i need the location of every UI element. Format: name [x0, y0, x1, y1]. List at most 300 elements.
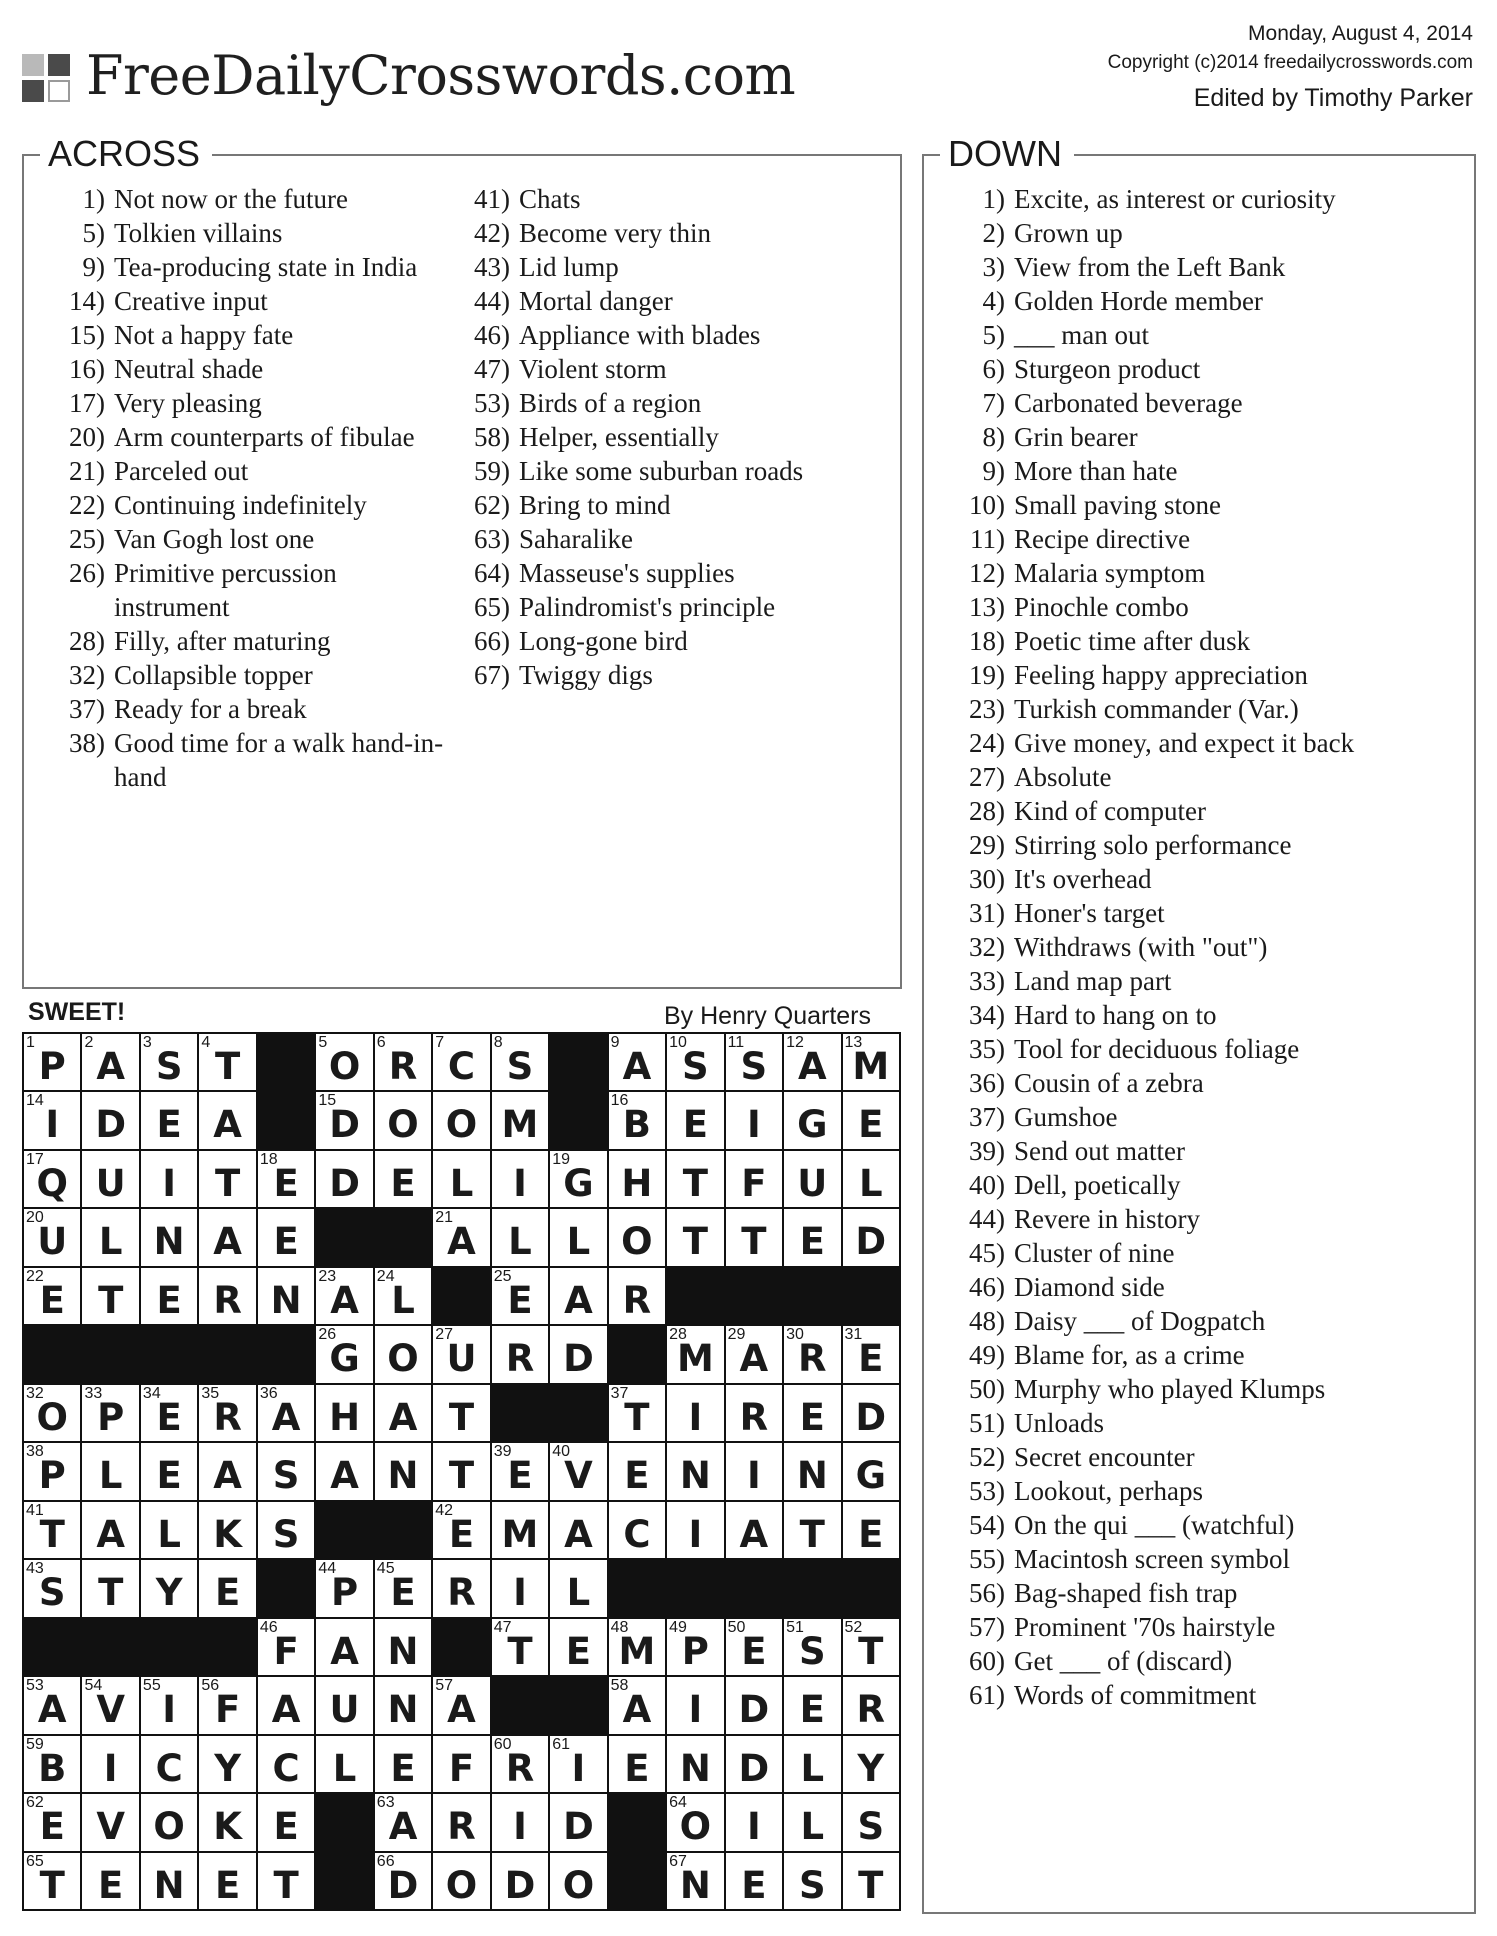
grid-cell[interactable] — [433, 1560, 489, 1616]
cell-number: 23 — [318, 1267, 337, 1285]
grid-cell[interactable] — [82, 1853, 138, 1909]
grid-cell[interactable] — [843, 1209, 899, 1265]
grid-cell[interactable] — [82, 1677, 138, 1733]
grid-cell[interactable] — [258, 1209, 314, 1265]
grid-cell[interactable] — [82, 1560, 138, 1616]
down-clue — [941, 250, 1466, 284]
grid-cell[interactable] — [375, 1385, 431, 1441]
clue-text: ___ man out — [1014, 320, 1149, 350]
grid-cell[interactable] — [141, 1092, 197, 1148]
grid-cell[interactable] — [82, 1794, 138, 1850]
logo-square — [48, 80, 70, 102]
cell-letter: R — [447, 1571, 476, 1615]
cell-number: 10 — [669, 1034, 687, 1051]
grid-cell[interactable] — [667, 1619, 723, 1675]
cell-letter: T — [98, 1278, 124, 1322]
clue-text: Excite, as interest or curiosity — [1014, 184, 1336, 214]
grid-cell[interactable] — [667, 1443, 723, 1499]
grid-cell[interactable] — [843, 1034, 899, 1090]
down-column — [941, 182, 1466, 1712]
grid-cell[interactable] — [141, 1502, 197, 1558]
grid-cell[interactable] — [375, 1034, 431, 1090]
grid-cell[interactable] — [199, 1209, 255, 1265]
cell-number: 4 — [201, 1034, 211, 1051]
grid-cell[interactable] — [375, 1560, 431, 1616]
grid-cell[interactable] — [667, 1502, 723, 1558]
grid-cell[interactable] — [492, 1794, 548, 1850]
grid-cell[interactable] — [843, 1385, 899, 1441]
clue-number: 28) — [69, 626, 105, 656]
clue-number: 32) — [69, 660, 105, 690]
cell-number: 14 — [26, 1092, 44, 1110]
across-clue — [41, 454, 453, 488]
clue-number: 19) — [969, 660, 1005, 690]
grid-cell[interactable] — [82, 1092, 138, 1148]
grid-cell[interactable] — [258, 1268, 314, 1324]
grid-cell[interactable] — [433, 1034, 489, 1090]
grid-cell[interactable] — [199, 1736, 255, 1792]
cell-letter: E — [858, 1512, 884, 1556]
clue-number: 31) — [969, 898, 1005, 928]
grid-cell[interactable] — [375, 1677, 431, 1733]
grid-cell[interactable] — [784, 1443, 840, 1499]
across-clue — [446, 624, 886, 658]
black-square — [199, 1619, 255, 1675]
grid-cell[interactable] — [843, 1326, 899, 1382]
grid-cell[interactable] — [316, 1092, 372, 1148]
grid-cell[interactable] — [82, 1268, 138, 1324]
down-clue — [941, 1304, 1466, 1338]
cell-letter: I — [688, 1395, 703, 1439]
grid-cell[interactable] — [492, 1151, 548, 1207]
grid-cell[interactable] — [667, 1034, 723, 1090]
grid-cell[interactable] — [726, 1385, 782, 1441]
grid-cell[interactable] — [726, 1092, 782, 1148]
grid-cell[interactable] — [316, 1385, 372, 1441]
grid-cell[interactable] — [784, 1502, 840, 1558]
clue-text: Withdraws (with "out") — [1014, 932, 1268, 962]
grid-cell[interactable] — [726, 1853, 782, 1909]
cell-letter: D — [855, 1220, 887, 1264]
cell-letter: S — [798, 1863, 826, 1907]
grid-cell[interactable] — [843, 1092, 899, 1148]
grid-cell[interactable] — [726, 1619, 782, 1675]
grid-cell[interactable] — [316, 1736, 372, 1792]
grid-cell[interactable] — [199, 1443, 255, 1499]
grid-cell[interactable] — [316, 1034, 372, 1090]
grid-cell[interactable] — [375, 1151, 431, 1207]
grid-cell[interactable] — [258, 1151, 314, 1207]
grid-cell[interactable] — [375, 1853, 431, 1909]
grid-cell[interactable] — [609, 1736, 665, 1792]
grid-cell[interactable] — [726, 1151, 782, 1207]
grid-cell[interactable] — [24, 1443, 80, 1499]
cell-letter: I — [103, 1746, 118, 1790]
clue-text: Helper, essentially — [519, 422, 719, 452]
cell-letter: O — [445, 1863, 478, 1907]
grid-cell[interactable] — [258, 1853, 314, 1909]
grid-cell[interactable] — [375, 1619, 431, 1675]
grid-cell[interactable] — [609, 1443, 665, 1499]
down-clue — [941, 488, 1466, 522]
grid-cell[interactable] — [550, 1326, 606, 1382]
grid-cell[interactable] — [843, 1853, 899, 1909]
cell-letter: A — [271, 1688, 301, 1732]
grid-cell[interactable] — [258, 1794, 314, 1850]
grid-cell[interactable] — [492, 1034, 548, 1090]
clue-number: 41) — [474, 184, 510, 214]
grid-cell[interactable] — [609, 1034, 665, 1090]
clue-number: 28) — [969, 796, 1005, 826]
black-square — [492, 1677, 548, 1733]
clue-number: 46) — [969, 1272, 1005, 1302]
clue-text: Get ___ of (discard) — [1014, 1646, 1233, 1676]
clue-text: Words of commitment — [1014, 1680, 1257, 1710]
grid-cell[interactable] — [784, 1326, 840, 1382]
across-clue — [446, 182, 886, 216]
grid-cell[interactable] — [375, 1326, 431, 1382]
across-clue — [446, 488, 886, 522]
clue-number: 10) — [969, 490, 1005, 520]
cell-letter: M — [501, 1103, 539, 1147]
grid-cell[interactable] — [492, 1092, 548, 1148]
grid-cell[interactable] — [667, 1092, 723, 1148]
clue-text: It's overhead — [1014, 864, 1152, 894]
grid-cell[interactable] — [843, 1151, 899, 1207]
grid-cell[interactable] — [199, 1853, 255, 1909]
grid-cell[interactable] — [843, 1736, 899, 1792]
clue-number: 42) — [474, 218, 510, 248]
cell-letter: N — [387, 1454, 419, 1498]
grid-cell[interactable] — [550, 1794, 606, 1850]
grid-cell[interactable] — [492, 1209, 548, 1265]
grid-cell[interactable] — [141, 1853, 197, 1909]
grid-cell[interactable] — [843, 1794, 899, 1850]
grid-cell[interactable] — [667, 1736, 723, 1792]
grid-cell[interactable] — [550, 1736, 606, 1792]
grid-cell[interactable] — [843, 1443, 899, 1499]
grid-cell[interactable] — [141, 1151, 197, 1207]
down-clue — [941, 1372, 1466, 1406]
black-square — [609, 1326, 665, 1382]
grid-cell[interactable] — [784, 1736, 840, 1792]
cell-letter: A — [213, 1220, 242, 1264]
grid-cell[interactable] — [316, 1151, 372, 1207]
grid-cell[interactable] — [726, 1034, 782, 1090]
grid-cell[interactable] — [199, 1794, 255, 1850]
clue-number: 26) — [69, 558, 105, 588]
grid-cell[interactable] — [784, 1151, 840, 1207]
down-clue — [941, 794, 1466, 828]
clue-number: 53) — [474, 388, 510, 418]
grid-cell[interactable] — [258, 1736, 314, 1792]
grid-cell[interactable] — [550, 1268, 606, 1324]
grid-cell[interactable] — [433, 1092, 489, 1148]
grid-cell[interactable] — [433, 1385, 489, 1441]
black-square — [316, 1853, 372, 1909]
grid-cell[interactable] — [82, 1151, 138, 1207]
cell-letter: E — [156, 1395, 182, 1439]
grid-cell[interactable] — [316, 1619, 372, 1675]
grid-cell[interactable] — [550, 1443, 606, 1499]
grid-cell[interactable] — [433, 1151, 489, 1207]
cell-letter: O — [328, 1045, 361, 1088]
grid-cell[interactable] — [667, 1326, 723, 1382]
clue-number: 27) — [969, 762, 1005, 792]
grid-cell[interactable] — [24, 1151, 80, 1207]
grid-cell[interactable] — [667, 1151, 723, 1207]
grid-cell[interactable] — [433, 1443, 489, 1499]
grid-cell[interactable] — [316, 1443, 372, 1499]
grid-cell[interactable] — [24, 1209, 80, 1265]
clue-number: 67) — [474, 660, 510, 690]
across-box — [22, 133, 902, 989]
grid-cell[interactable] — [24, 1853, 80, 1909]
grid-cell[interactable] — [316, 1326, 372, 1382]
down-clue — [941, 216, 1466, 250]
grid-cell[interactable] — [784, 1853, 840, 1909]
cell-number: 42 — [435, 1501, 454, 1519]
black-square — [24, 1326, 80, 1382]
grid-cell[interactable] — [141, 1034, 197, 1090]
grid-cell[interactable] — [492, 1268, 548, 1324]
black-square — [316, 1502, 372, 1558]
cell-letter: T — [448, 1454, 475, 1498]
across-clue — [41, 182, 453, 216]
across-clue — [41, 318, 453, 352]
grid-cell[interactable] — [82, 1502, 138, 1558]
cell-letter: T — [858, 1863, 884, 1907]
grid-cell[interactable] — [258, 1502, 314, 1558]
black-square — [550, 1092, 606, 1148]
grid-cell[interactable] — [24, 1268, 80, 1324]
grid-cell[interactable] — [492, 1502, 548, 1558]
grid-cell[interactable] — [667, 1853, 723, 1909]
grid-cell[interactable] — [609, 1268, 665, 1324]
grid-cell[interactable] — [433, 1677, 489, 1733]
grid-cell[interactable] — [433, 1853, 489, 1909]
crossword-grid — [22, 1032, 901, 1911]
clue-number: 57) — [969, 1612, 1005, 1642]
grid-cell[interactable] — [550, 1619, 606, 1675]
grid-cell[interactable] — [726, 1736, 782, 1792]
clue-text: Lookout, perhaps — [1014, 1476, 1203, 1506]
grid-cell[interactable] — [492, 1326, 548, 1382]
grid-cell[interactable] — [24, 1092, 80, 1148]
black-square — [609, 1560, 665, 1616]
cell-number: 28 — [669, 1326, 687, 1344]
grid-cell[interactable] — [609, 1209, 665, 1265]
grid-cell[interactable] — [550, 1209, 606, 1265]
grid-cell[interactable] — [726, 1502, 782, 1558]
grid-cell[interactable] — [784, 1209, 840, 1265]
grid-cell[interactable] — [199, 1034, 255, 1090]
clue-number: 61) — [969, 1680, 1005, 1710]
grid-cell[interactable] — [199, 1677, 255, 1733]
grid-cell[interactable] — [199, 1560, 255, 1616]
clue-text: Feeling happy appreciation — [1014, 660, 1308, 690]
grid-cell[interactable] — [199, 1502, 255, 1558]
grid-cell[interactable] — [550, 1151, 606, 1207]
clue-text: Tolkien villains — [114, 218, 283, 248]
grid-cell[interactable] — [141, 1794, 197, 1850]
grid-cell[interactable] — [141, 1560, 197, 1616]
cell-letter: T — [215, 1161, 241, 1205]
grid-cell[interactable] — [375, 1443, 431, 1499]
grid-cell[interactable] — [609, 1502, 665, 1558]
grid-cell[interactable] — [433, 1326, 489, 1382]
grid-cell[interactable] — [609, 1677, 665, 1733]
cell-letter: A — [739, 1512, 769, 1556]
grid-cell[interactable] — [199, 1151, 255, 1207]
grid-cell[interactable] — [375, 1092, 431, 1148]
grid-cell[interactable] — [433, 1736, 489, 1792]
grid-cell[interactable] — [784, 1385, 840, 1441]
across-title: ACROSS — [40, 134, 212, 174]
grid-cell[interactable] — [609, 1092, 665, 1148]
grid-cell[interactable] — [433, 1209, 489, 1265]
grid-cell[interactable] — [433, 1794, 489, 1850]
cell-letter: G — [563, 1161, 594, 1205]
grid-cell[interactable] — [492, 1443, 548, 1499]
cell-letter: E — [156, 1103, 182, 1147]
grid-cell[interactable] — [24, 1560, 80, 1616]
cell-letter: A — [388, 1395, 418, 1439]
grid-cell[interactable] — [24, 1794, 80, 1850]
cell-letter: T — [215, 1045, 241, 1088]
cell-letter: R — [739, 1395, 769, 1439]
grid-cell[interactable] — [82, 1209, 138, 1265]
grid-cell[interactable] — [843, 1619, 899, 1675]
grid-cell[interactable] — [141, 1268, 197, 1324]
grid-cell[interactable] — [141, 1677, 197, 1733]
grid-cell[interactable] — [726, 1209, 782, 1265]
cell-letter: O — [387, 1103, 419, 1147]
grid-cell[interactable] — [843, 1677, 899, 1733]
grid-cell[interactable] — [609, 1619, 665, 1675]
grid-cell[interactable] — [141, 1443, 197, 1499]
clue-number: 38) — [69, 728, 105, 758]
grid-cell[interactable] — [258, 1619, 314, 1675]
grid-cell[interactable] — [492, 1560, 548, 1616]
cell-number: 56 — [201, 1677, 220, 1695]
clue-number: 9) — [82, 252, 105, 282]
grid-cell[interactable] — [726, 1443, 782, 1499]
black-square — [316, 1209, 372, 1265]
grid-cell[interactable] — [784, 1092, 840, 1148]
black-square — [141, 1619, 197, 1675]
grid-cell[interactable] — [24, 1034, 80, 1090]
grid-cell[interactable] — [609, 1385, 665, 1441]
grid-cell[interactable] — [258, 1385, 314, 1441]
grid-cell[interactable] — [726, 1677, 782, 1733]
grid-cell[interactable] — [258, 1443, 314, 1499]
cell-number: 47 — [493, 1618, 512, 1636]
clue-text: Murphy who played Klumps — [1014, 1374, 1326, 1404]
grid-cell[interactable] — [24, 1677, 80, 1733]
grid-cell[interactable] — [550, 1502, 606, 1558]
grid-cell[interactable] — [667, 1677, 723, 1733]
grid-cell[interactable] — [141, 1736, 197, 1792]
grid-cell[interactable] — [141, 1385, 197, 1441]
cell-letter: O — [679, 1805, 712, 1849]
grid-cell[interactable] — [726, 1794, 782, 1850]
cell-letter: N — [679, 1454, 711, 1498]
grid-cell[interactable] — [199, 1385, 255, 1441]
grid-cell[interactable] — [82, 1736, 138, 1792]
cell-letter: I — [746, 1103, 761, 1147]
grid-cell[interactable] — [24, 1502, 80, 1558]
cell-letter: E — [682, 1103, 708, 1147]
grid-cell[interactable] — [199, 1268, 255, 1324]
grid-cell[interactable] — [82, 1443, 138, 1499]
cell-letter: N — [387, 1688, 419, 1732]
clue-text: Long-gone bird — [519, 626, 688, 656]
grid-cell[interactable] — [550, 1853, 606, 1909]
across-clue — [41, 352, 453, 386]
across-clue — [41, 488, 453, 522]
grid-cell[interactable] — [24, 1736, 80, 1792]
grid-cell[interactable] — [24, 1385, 80, 1441]
across-clue — [446, 386, 886, 420]
down-clue — [941, 1168, 1466, 1202]
grid-cell[interactable] — [316, 1677, 372, 1733]
grid-cell[interactable] — [492, 1853, 548, 1909]
cell-letter: I — [513, 1571, 527, 1615]
grid-cell[interactable] — [667, 1209, 723, 1265]
grid-cell[interactable] — [492, 1736, 548, 1792]
grid-cell[interactable] — [375, 1268, 431, 1324]
clue-text: Mortal danger — [519, 286, 673, 316]
cell-letter: E — [799, 1220, 825, 1264]
black-square — [433, 1619, 489, 1675]
clue-number: 58) — [474, 422, 510, 452]
grid-cell[interactable] — [141, 1209, 197, 1265]
across-clue — [446, 216, 886, 250]
grid-cell[interactable] — [375, 1736, 431, 1792]
grid-cell[interactable] — [784, 1034, 840, 1090]
grid-cell[interactable] — [843, 1502, 899, 1558]
grid-cell[interactable] — [492, 1619, 548, 1675]
down-clue — [941, 284, 1466, 318]
clue-number: 6) — [982, 354, 1005, 384]
grid-cell[interactable] — [609, 1151, 665, 1207]
cell-number: 16 — [610, 1092, 629, 1110]
down-clue — [941, 556, 1466, 590]
clue-number: 17) — [69, 388, 105, 418]
grid-cell[interactable] — [316, 1560, 372, 1616]
grid-cell[interactable] — [667, 1385, 723, 1441]
grid-cell[interactable] — [316, 1268, 372, 1324]
grid-cell[interactable] — [550, 1560, 606, 1616]
grid-cell[interactable] — [726, 1326, 782, 1382]
cell-letter: R — [213, 1278, 242, 1322]
grid-cell[interactable] — [82, 1385, 138, 1441]
grid-cell[interactable] — [667, 1794, 723, 1850]
grid-cell[interactable] — [199, 1092, 255, 1148]
black-square — [550, 1385, 606, 1441]
grid-cell[interactable] — [784, 1677, 840, 1733]
grid-cell[interactable] — [784, 1794, 840, 1850]
grid-cell[interactable] — [258, 1677, 314, 1733]
grid-cell[interactable] — [375, 1794, 431, 1850]
grid-cell[interactable] — [433, 1502, 489, 1558]
down-clue — [941, 828, 1466, 862]
black-square — [258, 1560, 314, 1616]
grid-cell[interactable] — [82, 1034, 138, 1090]
grid-cell[interactable] — [784, 1619, 840, 1675]
cell-letter: M — [676, 1337, 714, 1381]
